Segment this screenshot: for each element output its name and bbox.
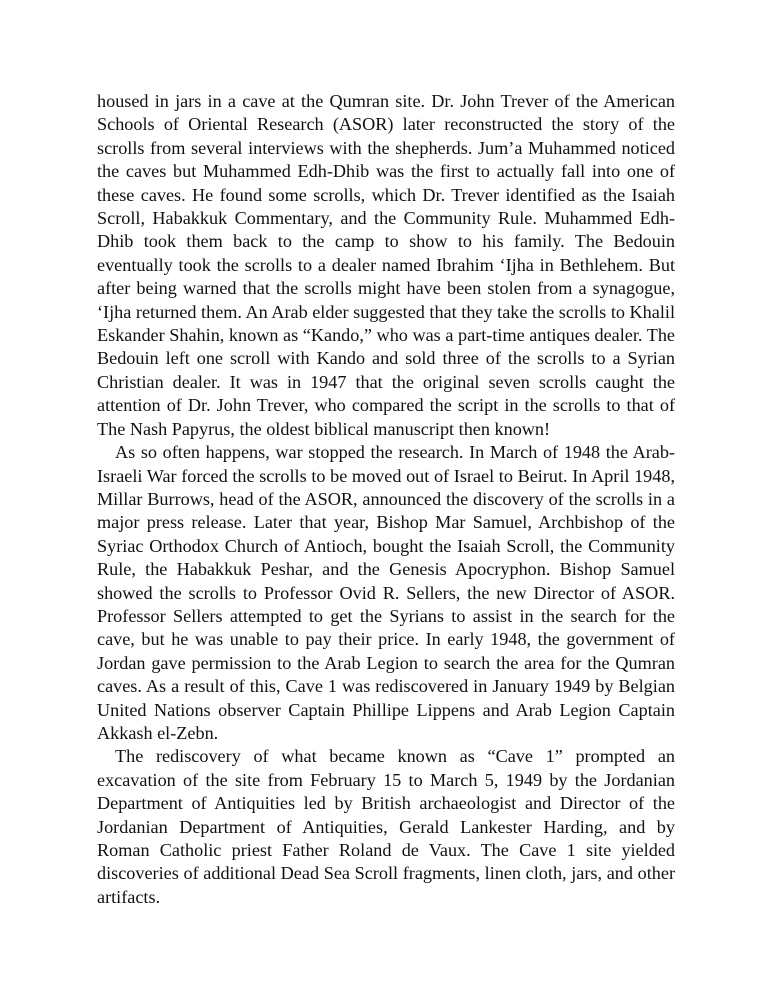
paragraph-2: As so often happens, war stopped the research. In March of 1948 the Arab-Israeli War forced the scrolls to be moved out of Israel to Beirut. In April 1948, Millar Burrows, head of the ASOR, announced the discovery of the scrolls in a major press release. Later that year, Bishop Mar Samuel, Archbishop of the Syriac Orthodox Church of Antioch, bought the Isaiah Scroll, the Community Rule, the Habakkuk Peshar, and the Genesis Apocryphon. Bishop Samuel showed the scrolls to Professor Ovid R. Sellers, the new Director of ASOR. Professor Sellers attempted to get the Syrians to assist in the search for the cave, but he was unable to pay their price. In early 1948, the government of Jordan gave permission to the Arab Legion to search the area for the Qumran caves. As a result of this, Cave 1 was rediscovered in January 1949 by Belgian United Nations observer Captain Phillipe Lippens and Arab Legion Captain Akkash el-Zebn. <box>97 442 675 743</box>
paragraph-3: The rediscovery of what became known as “Cave 1” prompted an excavation of the site from February 15 to March 5, 1949 by the Jordanian Department of Antiquities led by British archaeologist and Director of the Jordanian Department of Antiquities, Gerald Lankester Harding, and by Roman Catholic priest Father Roland de Vaux. The Cave 1 site yielded discoveries of additional Dead Sea Scroll fragments, linen cloth, jars, and other artifacts. <box>97 746 675 907</box>
paragraph-1: housed in jars in a cave at the Qumran site. Dr. John Trever of the American Schools of Oriental Research (ASOR) later reconstructed the story of the scrolls from several interviews with the shepherds. Jum’a Muhammed noticed the caves but Muhammed Edh-Dhib was the first to actually fall into one of these caves. He found some scrolls, which Dr. Trever identified as the Isaiah Scroll, Habakkuk Commentary, and the Community Rule. Muhammed Edh-Dhib took them back to the camp to show to his family. The Bedouin eventually took the scrolls to a dealer named Ibrahim ‘Ijha in Bethlehem. But after being warned that the scrolls might have been stolen from a synagogue, ‘Ijha returned them. An Arab elder suggested that they take the scrolls to Khalil Eskander Shahin, known as “Kando,” who was a part-time antiques dealer. The Bedouin left one scroll with Kando and sold three of the scrolls to a Syrian Christian dealer. It was in 1947 that the original seven scrolls caught the attention of Dr. John Trever, who compared the script in the scrolls to that of The Nash Papyrus, the oldest biblical manuscript then known! <box>97 91 675 439</box>
document-page <box>97 90 675 909</box>
